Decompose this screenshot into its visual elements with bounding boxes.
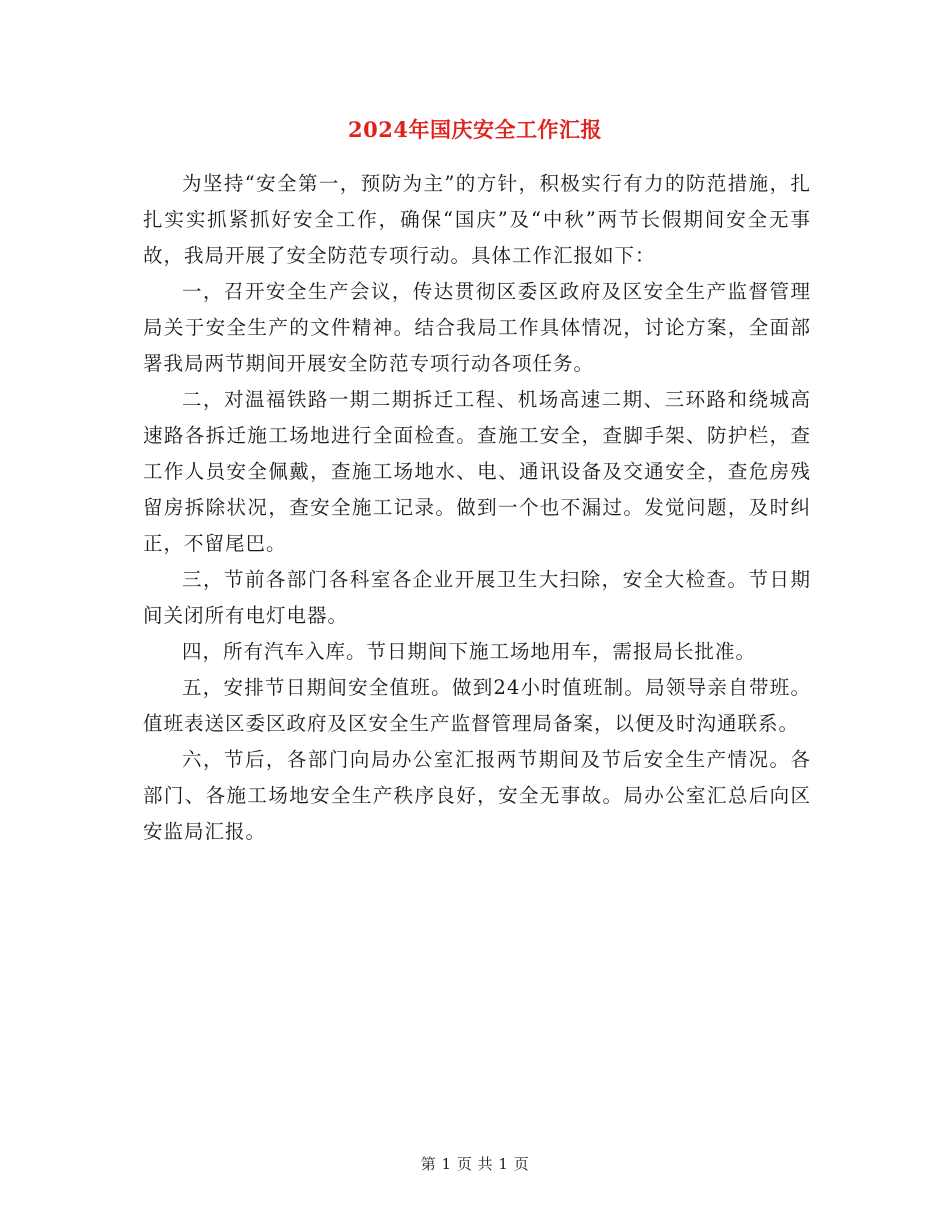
paragraph-item-4: 四，所有汽车入库。节日期间下施工场地用车，需报局长批准。 <box>182 640 757 663</box>
document-title: 2024年国庆安全工作汇报 <box>348 117 602 142</box>
paragraph-item-1: 一，召开安全生产会议，传达贯彻区委区政府及区安全生产监督管理局关于安全生产的文件精神。结合我局工作具体情况，讨论方案，全面部署我局两节期间开展安全防范专项行动各项任务。 <box>143 280 811 375</box>
paragraph-item-3: 三，节前各部门各科室各企业开展卫生大扫除，安全大检查。节日期间关闭所有电灯电器。 <box>143 568 811 627</box>
paragraph-item-5: 五，安排节日期间安全值班。做到24小时值班制。局领导亲自带班。值班表送区委区政府及区安全生产监督管理局备案，以便及时沟通联系。 <box>143 676 811 735</box>
paragraph-item-2: 二，对温福铁路一期二期拆迁工程、机场高速二期、三环路和绕城高速路各拆迁施工场地进行全面检查。查施工安全，查脚手架、防护栏，查工作人员安全佩戴，查施工场地水、电、通讯设备及交通安全，查危房残留房拆除状况，查安全施工记录。做到一个也不漏过。发觉问题，及时纠正，不留尾巴。 <box>143 388 811 555</box>
page-footer: 第 1 页 共 1 页 <box>420 1155 530 1173</box>
document-body <box>143 166 811 850</box>
paragraph-intro: 为坚持“安全第一，预防为主”的方针，积极实行有力的防范措施，扎扎实实抓紧抓好安全工作，确保“国庆”及“中秋”两节长假期间安全无事故，我局开展了安全防范专项行动。具体工作汇报如下： <box>143 172 811 267</box>
paragraph-item-6: 六，节后，各部门向局办公室汇报两节期间及节后安全生产情况。各部门、各施工场地安全生产秩序良好，安全无事故。局办公室汇总后向区安监局汇报。 <box>143 748 811 843</box>
